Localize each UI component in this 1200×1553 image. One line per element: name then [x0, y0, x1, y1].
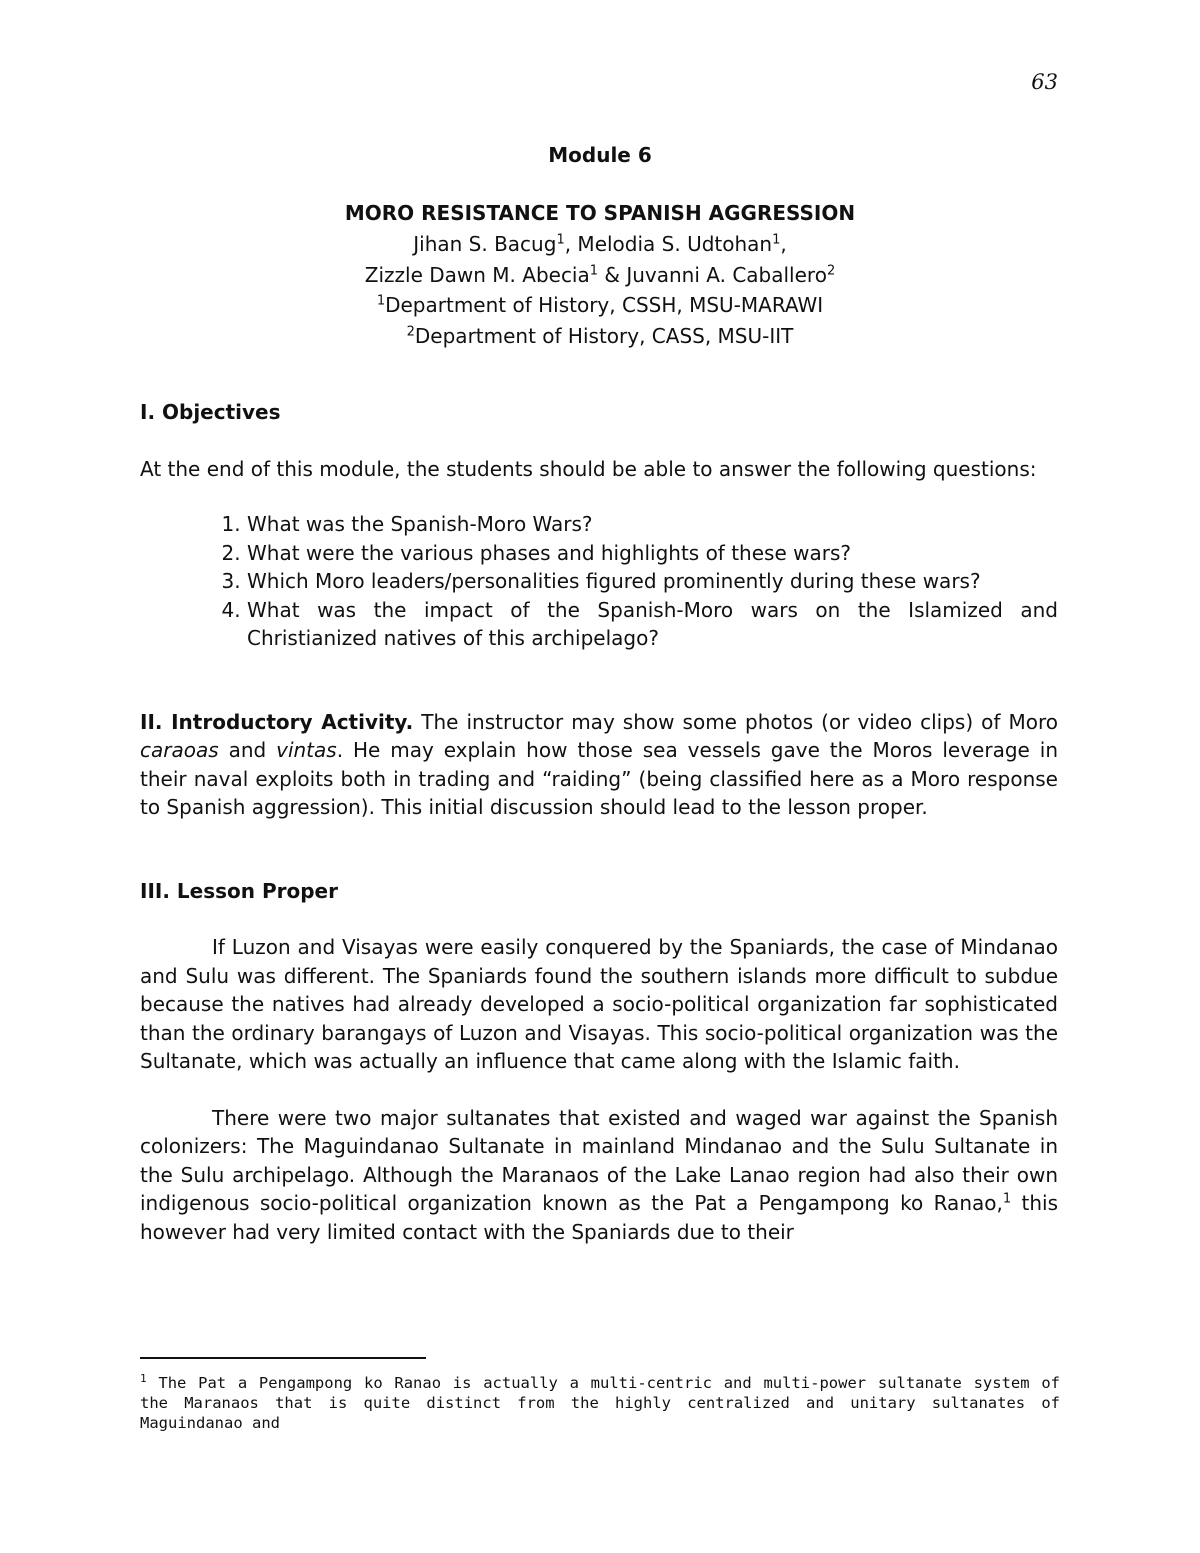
lesson-paragraph-2-text-a: There were two major sultanates that existed and waged war against the Spanish colonizers: The Maguindanao Sultanate in mainland Mindanao and the Sulu Sultanate in the Sulu archipelago. Although the Maranaos of the Lake Lanao region had also their own indigenous socio-political organization known as the Pat a Pengampong ko Ranao, — [140, 1105, 1058, 1215]
list-item: 2. What were the various phases and highlights of these wars? — [247, 539, 1058, 568]
term-caraoas: caraoas — [140, 738, 219, 762]
affiliation-2-text: Department of History, CASS, MSU-IIT — [414, 323, 794, 348]
author-udtohan: , Melodia S. Udtohan — [564, 232, 773, 256]
footnote-reference[interactable]: 1 — [1002, 1191, 1012, 1207]
term-vintas: vintas — [276, 738, 337, 762]
module-label: Module 6 — [548, 143, 652, 167]
introductory-activity — [140, 708, 1058, 822]
affiliation-mark: 2 — [406, 323, 415, 339]
list-item: 3. Which Moro leaders/personalities figured prominently during these wars? — [247, 567, 1058, 596]
affiliation-2 — [140, 321, 1060, 352]
affiliation-1-text: Department of History, CSSH, MSU-MARAWI — [385, 293, 824, 317]
affiliation-mark: 1 — [556, 232, 565, 248]
page-title: MORO RESISTANCE TO SPANISH AGGRESSION — [344, 201, 856, 225]
introductory-text-b: and — [218, 738, 277, 762]
introductory-text-a: The instructor may show some photos (or video clips) of Moro — [413, 709, 1058, 734]
objectives-list — [140, 510, 1058, 653]
objectives-heading: I. Objectives — [140, 400, 281, 424]
introductory-text-c: . He may explain how those sea vessels gave the Moros leverage in their naval exploits both in trading and “raiding” (being classified here as a Moro response to Spanish aggression). This initial discussion should lead to the lesson proper. — [140, 738, 1058, 819]
body-content — [140, 398, 1058, 1246]
author-abecia: Zizzle Dawn M. Abecia — [364, 262, 590, 287]
author-separator: , — [780, 232, 787, 256]
lesson-paragraph-2-text-b: this however had very limited contact with the Spaniards due to their — [140, 1191, 1058, 1244]
author-line-1 — [140, 229, 1060, 260]
page-number: 63 — [1031, 70, 1058, 94]
footnote-text: The Pat a Pengampong ko Ranao is actually a multi-centric and multi-power sultanate system of the Maranaos that is quite distinct from the highly centralized and unitary sultanates of Maguindanao and — [140, 1374, 1060, 1432]
lesson-paragraph-1: If Luzon and Visayas were easily conquered by the Spaniards, the case of Mindanao and Sulu was different. The Spaniards found the southern islands more difficult to subdue because the natives had already developed a socio-political organization far sophisticated than the ordinary barangays of Luzon and Visayas. This socio-political organization was the Sultanate, which was actually an influence that came along with the Islamic faith. — [140, 935, 1058, 1073]
footnote-divider — [140, 1357, 426, 1359]
author-bacug: Jihan S. Bacug — [413, 232, 557, 256]
list-item: 4. What was the impact of the Spanish-Moro wars on the Islamized and Christianized natives of this archipelago? — [247, 596, 1058, 653]
introductory-heading: II. Introductory Activity. — [140, 709, 414, 734]
footnote-mark: 1 — [140, 1371, 147, 1385]
objectives-intro: At the end of this module, the students should be able to answer the following questions: — [140, 456, 1037, 481]
affiliation-1 — [140, 290, 1060, 321]
affiliation-mark: 1 — [772, 232, 781, 248]
lesson-paragraph-2 — [140, 1104, 1058, 1247]
author-block — [140, 229, 1060, 351]
author-line-2 — [140, 260, 1060, 291]
footnote — [140, 1373, 1060, 1433]
list-item: 1. What was the Spanish-Moro Wars? — [247, 510, 1058, 539]
lesson-heading: III. Lesson Proper — [140, 878, 338, 903]
author-caballero: & Juvanni A. Caballero — [598, 262, 827, 287]
affiliation-mark: 2 — [826, 262, 836, 278]
affiliation-mark: 1 — [376, 293, 386, 309]
affiliation-mark: 1 — [589, 262, 599, 278]
